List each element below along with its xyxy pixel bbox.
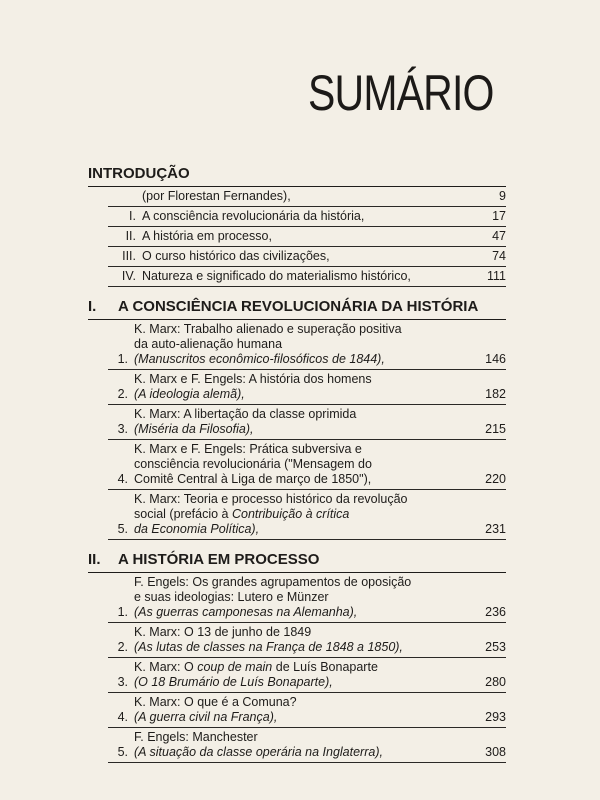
entry-number: III. — [122, 249, 136, 263]
entry-title: F. Engels: Manchester (A situação da classe operária na Inglaterra), — [134, 730, 383, 759]
entry-number: 3. — [117, 675, 128, 689]
toc-entry[interactable] — [108, 490, 506, 540]
entry-page: 74 — [492, 249, 506, 263]
entry-number: 1. — [117, 605, 128, 619]
toc-entry[interactable] — [108, 405, 506, 440]
toc-entry[interactable] — [108, 658, 506, 693]
toc-entry[interactable] — [108, 623, 506, 658]
entry-title: K. Marx: Teoria e processo histórico da revolução social (prefácio à Contribuição à crítica da Economia Política), — [134, 492, 408, 536]
entry-title: F. Engels: Os grandes agrupamentos de oposição e suas ideologias: Lutero e Münzer (As guerras camponesas na Alemanha), — [134, 575, 412, 619]
entry-title: O curso histórico das civilizações, — [142, 249, 330, 263]
entry-number: 2. — [117, 640, 128, 654]
entry-title: A consciência revolucionária da história, — [142, 209, 365, 223]
entry-page: 308 — [485, 745, 506, 759]
toc-entry[interactable] — [108, 320, 506, 370]
entry-page: 47 — [492, 229, 506, 243]
section-2-entries — [88, 573, 506, 763]
entry-number: 1. — [117, 352, 128, 366]
toc-entry[interactable] — [108, 187, 506, 207]
entry-page: 253 — [485, 640, 506, 654]
toc-entry[interactable] — [108, 728, 506, 763]
entry-page: 280 — [485, 675, 506, 689]
entry-title: (por Florestan Fernandes), — [142, 189, 291, 203]
entry-page: 231 — [485, 522, 506, 536]
entry-page: 17 — [492, 209, 506, 223]
entry-title: K. Marx: O coup de main de Luís Bonaparte (O 18 Brumário de Luís Bonaparte), — [134, 660, 378, 689]
entry-page: 236 — [485, 605, 506, 619]
toc-entry[interactable] — [108, 247, 506, 267]
entry-title: K. Marx: O que é a Comuna? (A guerra civil na França), — [134, 695, 297, 724]
entry-page: 293 — [485, 710, 506, 724]
toc-entry[interactable] — [108, 207, 506, 227]
toc-entry[interactable] — [108, 693, 506, 728]
toc-entry[interactable] — [108, 227, 506, 247]
entry-number: II. — [125, 229, 136, 243]
entry-number: IV. — [121, 269, 136, 283]
entry-title: K. Marx e F. Engels: A história dos homens (A ideologia alemã), — [134, 372, 372, 401]
entry-title: K. Marx: Trabalho alienado e superação positiva da auto-alienação humana (Manuscritos econômico-filosóficos de 1844), — [134, 322, 402, 366]
entry-page: 215 — [485, 422, 506, 436]
toc-entry[interactable] — [108, 440, 506, 490]
entry-page: 111 — [486, 269, 506, 283]
entry-number: 4. — [117, 710, 128, 724]
entry-number: 2. — [117, 387, 128, 401]
entry-number: 5. — [117, 522, 128, 536]
entry-number: 3. — [117, 422, 128, 436]
toc-entry[interactable] — [108, 573, 506, 623]
entry-page: 220 — [485, 472, 506, 486]
entry-number: I. — [129, 209, 136, 223]
entry-title: K. Marx: O 13 de junho de 1849 (As lutas de classes na França de 1848 a 1850), — [134, 625, 403, 654]
intro-entries — [88, 187, 506, 287]
toc-entry[interactable] — [108, 267, 506, 287]
section-2-heading: II. A HISTÓRIA EM PROCESSO — [88, 550, 506, 573]
entry-title: K. Marx e F. Engels: Prática subversiva e consciência revolucionária ("Mensagem do Comitê Central à Liga de março de 1850"), — [134, 442, 372, 486]
entry-number: 5. — [117, 745, 128, 759]
entry-title: Natureza e significado do materialismo histórico, — [142, 269, 411, 283]
section-1-entries — [88, 320, 506, 540]
entry-page: 9 — [499, 189, 506, 203]
entry-page: 182 — [485, 387, 506, 401]
entry-page: 146 — [485, 352, 506, 366]
section-1-heading: I. A CONSCIÊNCIA REVOLUCIONÁRIA DA HISTÓRIA — [88, 297, 506, 320]
intro-heading: INTRODUÇÃO — [88, 164, 506, 187]
entry-title: A história em processo, — [142, 229, 272, 243]
entry-number: 4. — [117, 472, 128, 486]
page-title: SUMÁRIO — [308, 65, 494, 121]
table-of-contents — [88, 164, 506, 763]
entry-title: K. Marx: A libertação da classe oprimida (Miséria da Filosofia), — [134, 407, 357, 436]
toc-entry[interactable] — [108, 370, 506, 405]
